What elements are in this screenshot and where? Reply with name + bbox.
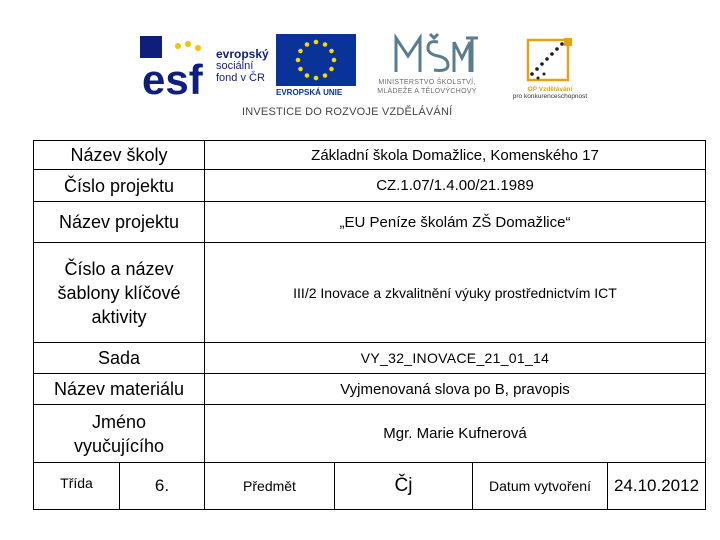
table-row <box>34 170 706 202</box>
subject-label: Předmět <box>205 463 335 510</box>
material-value: Vyjmenovaná slova po B, pravopis <box>205 374 706 405</box>
teacher-value: Mgr. Marie Kufnerová <box>205 405 706 463</box>
project-name-label: Název projektu <box>34 202 205 243</box>
table-row <box>34 202 706 243</box>
esf-line3: fond v ČR <box>216 72 265 84</box>
set-value: VY_32_INOVACE_21_01_14 <box>205 343 706 374</box>
esf-line1: evropský <box>216 47 269 61</box>
template-value: III/2 Inovace a zkvalitnění výuky prostřednictvím ICT <box>205 243 706 343</box>
set-label: Sada <box>34 343 205 374</box>
msmt-label: MINISTERSTVO ŠKOLSTVÍ, MLÁDEŽE A TĚLOVÝCHOVY <box>377 79 477 95</box>
project-no-value: CZ.1.07/1.4.00/21.1989 <box>205 170 706 202</box>
project-name-value: „EU Peníze školám ZŠ Domažlice“ <box>205 202 706 243</box>
table-row <box>34 405 706 463</box>
esf-line2: sociální <box>216 60 254 72</box>
subject-value: Čj <box>335 463 473 510</box>
created-value: 24.10.2012 <box>608 463 706 510</box>
class-value: 6. <box>120 463 205 510</box>
table-row <box>34 343 706 374</box>
school-value: Základní škola Domažlice, Komenského 17 <box>205 141 706 170</box>
esf-logo <box>138 34 269 98</box>
table-row <box>34 463 706 510</box>
esf-text <box>216 48 269 84</box>
created-label: Datum vytvoření <box>473 463 608 510</box>
material-label: Název materiálu <box>34 374 205 405</box>
svg-text:esf: esf <box>142 56 203 98</box>
msmt-mark-icon <box>362 30 492 78</box>
logo-banner <box>130 28 600 124</box>
class-label: Třída <box>34 463 120 510</box>
eu-logo <box>276 34 356 98</box>
info-table <box>33 140 706 510</box>
template-label: Číslo a název šablony klíčové aktivity <box>34 243 205 343</box>
table-row <box>34 374 706 405</box>
op-mark-icon <box>502 34 598 86</box>
eu-label: EVROPSKÁ UNIE <box>276 88 343 97</box>
op-label: OP Vzdělávání pro konkurenceschopnost <box>512 86 588 100</box>
investice-slogan: INVESTICE DO ROZVOJE VZDĚLÁVÁNÍ <box>242 106 453 118</box>
op-logo <box>502 34 598 104</box>
school-label: Název školy <box>34 141 205 170</box>
project-no-label: Číslo projektu <box>34 170 205 202</box>
table-row <box>34 141 706 170</box>
table-row <box>34 243 706 343</box>
msmt-logo <box>362 30 492 102</box>
teacher-label: Jméno vyučujícího <box>34 405 205 463</box>
eu-flag-icon <box>276 34 356 86</box>
esf-mark-icon <box>138 34 212 98</box>
